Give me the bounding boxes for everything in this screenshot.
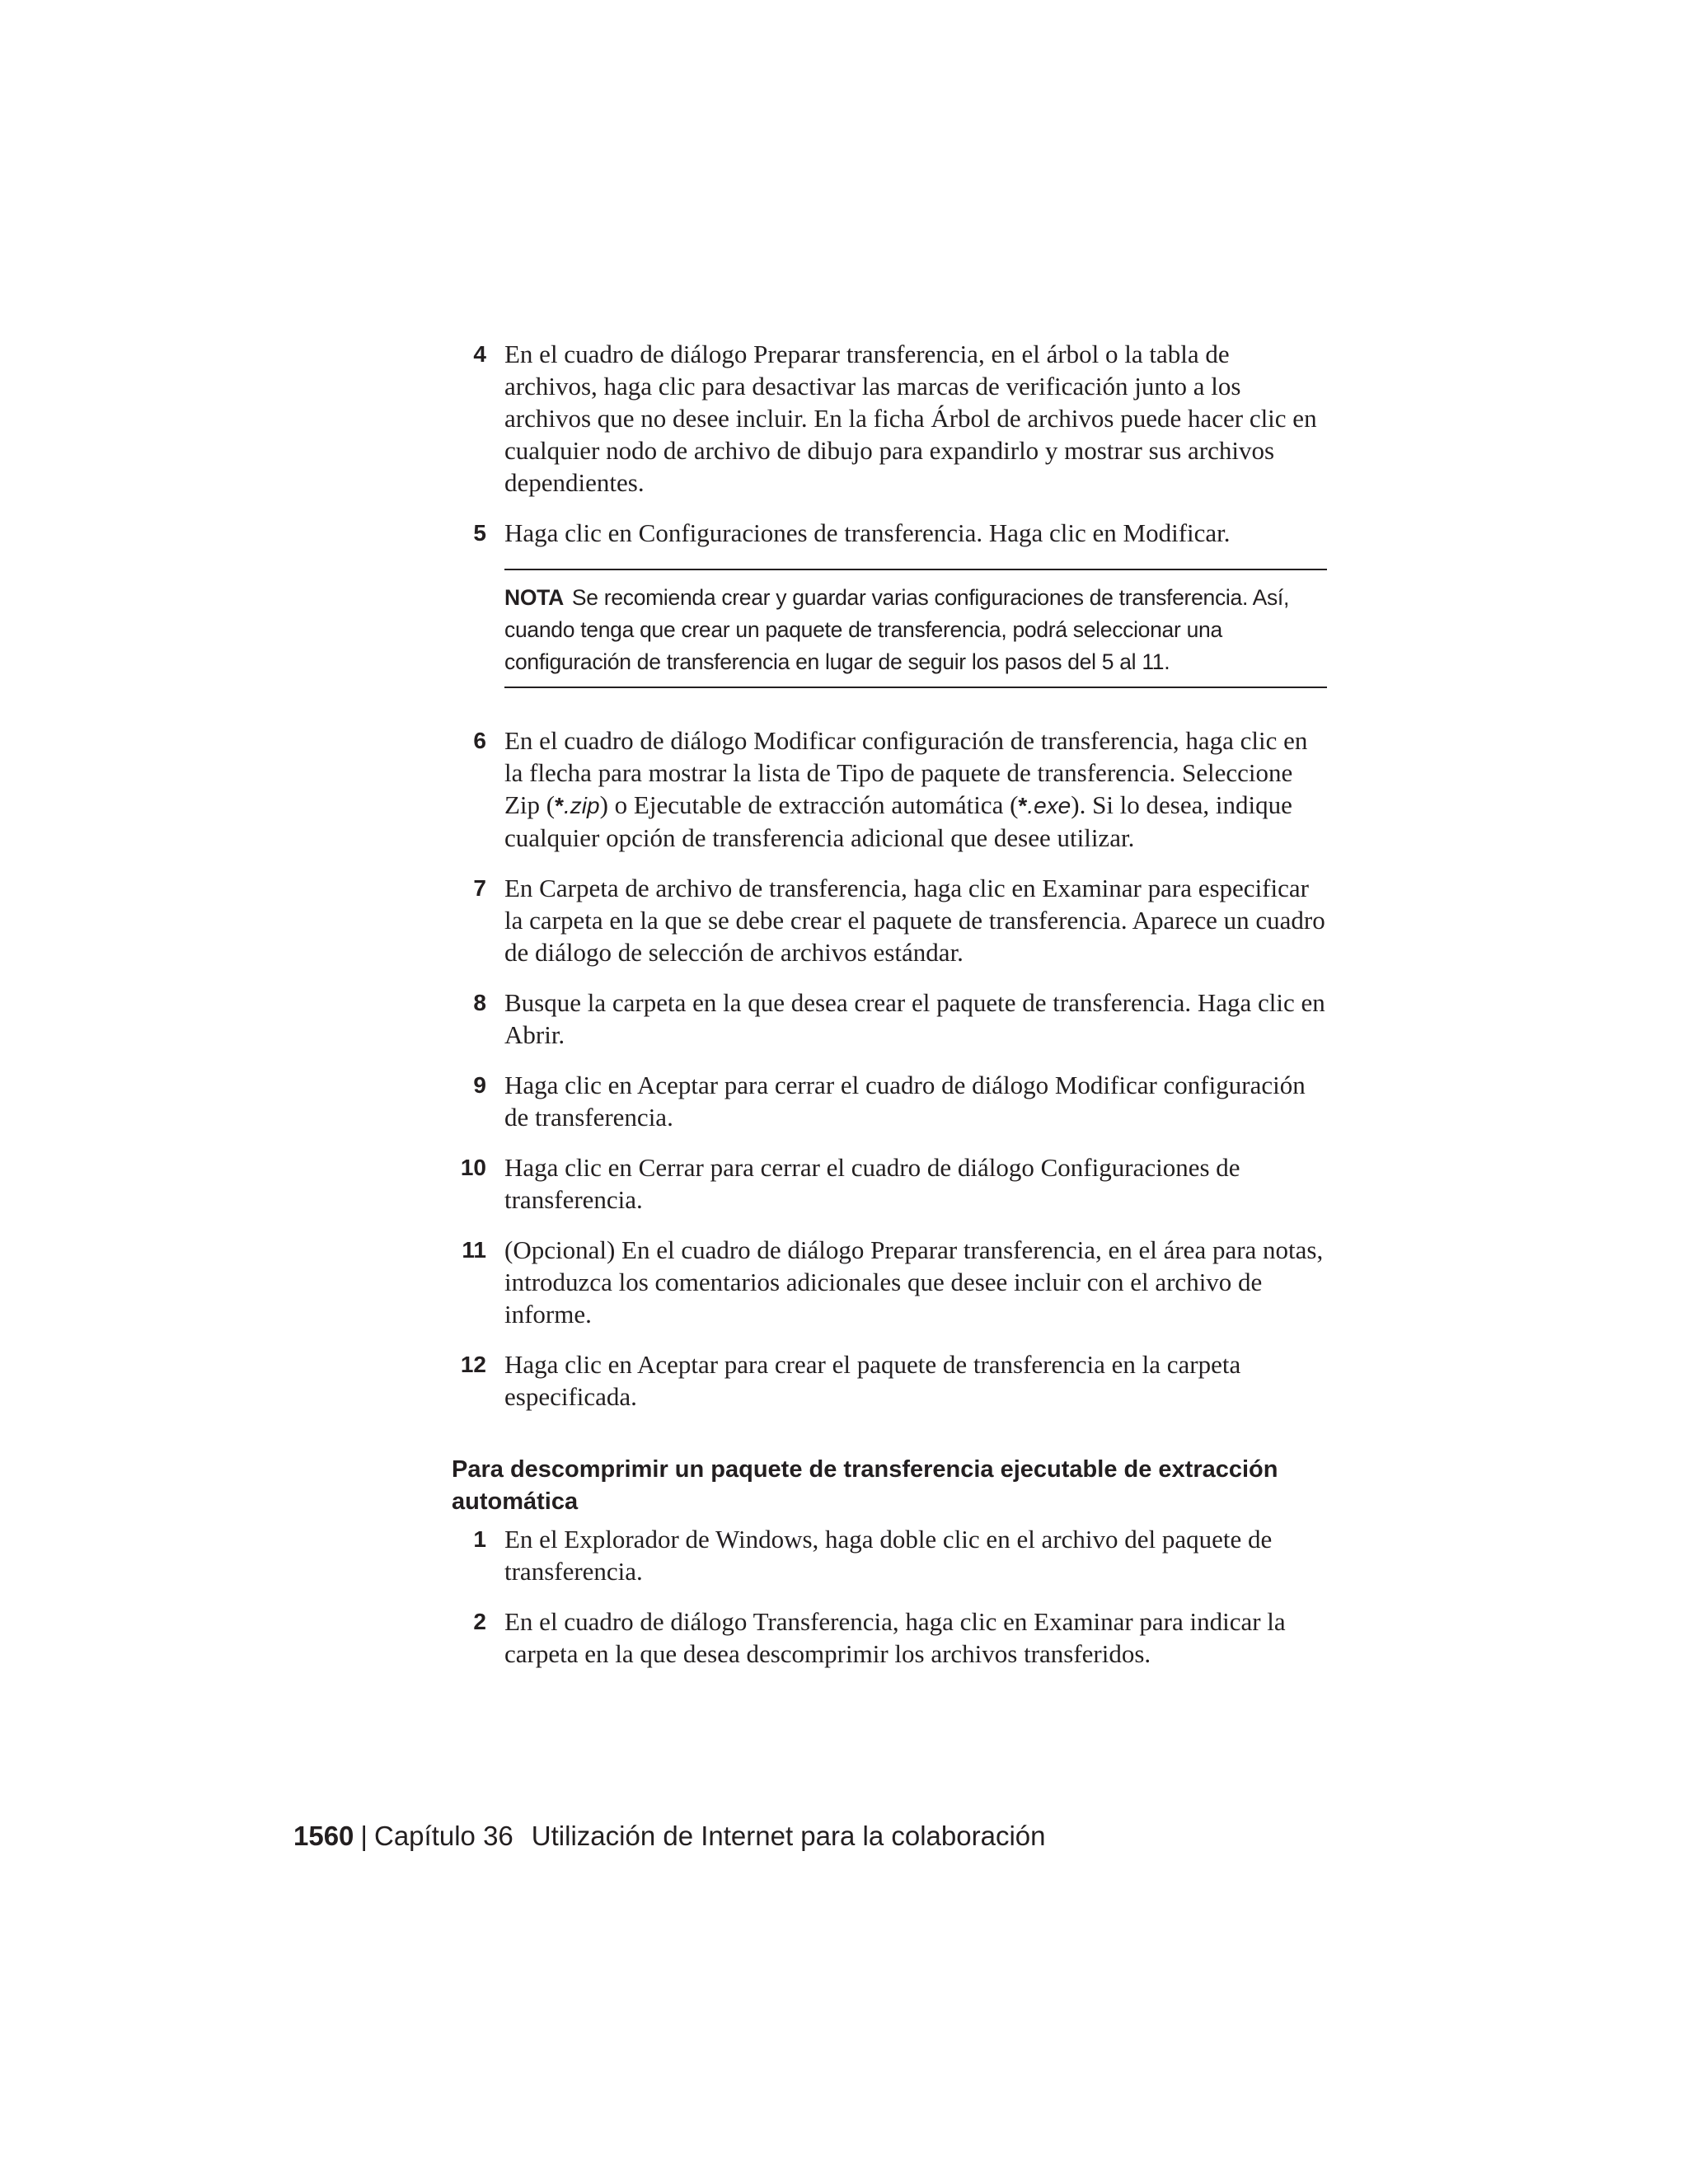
step-text-part: En el cuadro de diálogo Modificar configuración de transferencia, haga clic en la flecha para mostrar la lista de Tipo de paquete de transferencia. Seleccione Zip ( <box>504 726 1308 819</box>
note-box <box>504 569 1327 688</box>
wildcard-star: * <box>555 793 565 818</box>
step-number: 9 <box>473 1072 486 1098</box>
step-number: 7 <box>473 875 486 901</box>
page-number: 1560 <box>293 1821 354 1851</box>
step-text: En el Explorador de Windows, haga doble clic en el archivo del paquete de transferencia. <box>504 1525 1273 1586</box>
step-text: (Opcional) En el cuadro de diálogo Preparar transferencia, en el área para notas, introduzca los comentarios adicionales que desee incluir con el archivo de informe. <box>504 1235 1324 1329</box>
section-step-2 <box>452 1605 1327 1670</box>
wildcard-star: * <box>1018 793 1028 818</box>
step-text-part: ) o Ejecutable de extracción automática ( <box>599 790 1019 819</box>
step-number: 6 <box>473 728 486 753</box>
step-number: 2 <box>473 1609 486 1634</box>
step-number: 4 <box>473 341 486 367</box>
content-column <box>452 338 1327 1688</box>
step-text: Haga clic en Configuraciones de transferencia. Haga clic en Modificar. <box>504 518 1231 547</box>
step-number: 5 <box>473 520 486 546</box>
step-5 <box>452 517 1327 549</box>
step-text: En Carpeta de archivo de transferencia, haga clic en Examinar para especificar la carpeta en la que se debe crear el paquete de transferencia. Aparece un cuadro de diálogo de selección de archivos estándar. <box>504 874 1325 967</box>
step-text: Haga clic en Cerrar para cerrar el cuadro de diálogo Configuraciones de transferencia. <box>504 1153 1240 1214</box>
step-text: En el cuadro de diálogo Transferencia, haga clic en Examinar para indicar la carpeta en la que desea descomprimir los archivos transferidos. <box>504 1607 1286 1668</box>
step-number: 8 <box>473 990 486 1015</box>
chapter-title: Utilización de Internet para la colaboración <box>531 1821 1046 1851</box>
step-text: Busque la carpeta en la que desea crear el paquete de transferencia. Haga clic en Abrir. <box>504 988 1325 1049</box>
step-9 <box>452 1069 1327 1133</box>
step-text: En el cuadro de diálogo Preparar transferencia, en el árbol o la tabla de archivos, haga clic para desactivar las marcas de verificación junto a los archivos que no desee incluir. En la ficha Árbol de archivos puede hacer clic en cualquier nodo de archivo de dibujo para expandirlo y mostrar sus archivos dependientes. <box>504 340 1317 497</box>
step-text: Haga clic en Aceptar para cerrar el cuadro de diálogo Modificar configuración de transferencia. <box>504 1071 1306 1132</box>
step-6 <box>452 724 1327 854</box>
step-11 <box>452 1234 1327 1330</box>
footer-separator: | <box>360 1821 368 1851</box>
section-step-1 <box>452 1523 1327 1587</box>
step-number: 11 <box>462 1237 486 1263</box>
step-8 <box>452 987 1327 1051</box>
step-10 <box>452 1151 1327 1216</box>
section-heading: Para descomprimir un paquete de transferencia ejecutable de extracción automática <box>452 1456 1278 1515</box>
step-text: Haga clic en Aceptar para crear el paquete de transferencia en la carpeta especificada. <box>504 1350 1241 1411</box>
step-4 <box>452 338 1327 499</box>
note-text: Se recomienda crear y guardar varias configuraciones de transferencia. Así, cuando tenga que crear un paquete de transferencia, podrá seleccionar una configuración de transferencia en lugar de seguir los pasos del 5 al 11. <box>504 585 1290 674</box>
step-number: 1 <box>473 1526 486 1552</box>
step-text <box>486 724 1327 854</box>
page-footer <box>293 1820 1046 1853</box>
step-number: 10 <box>460 1155 486 1180</box>
step-12 <box>452 1348 1327 1413</box>
step-7 <box>452 872 1327 968</box>
note-label: NOTA <box>504 585 564 610</box>
file-extension-zip: .zip <box>564 793 600 818</box>
step-text-part: ). Si lo desea, indique cualquier opción de transferencia adicional que desee utilizar. <box>504 790 1292 852</box>
chapter-number: Capítulo 36 <box>374 1821 513 1851</box>
step-number: 12 <box>460 1352 486 1377</box>
file-extension-exe: .exe <box>1027 793 1071 818</box>
